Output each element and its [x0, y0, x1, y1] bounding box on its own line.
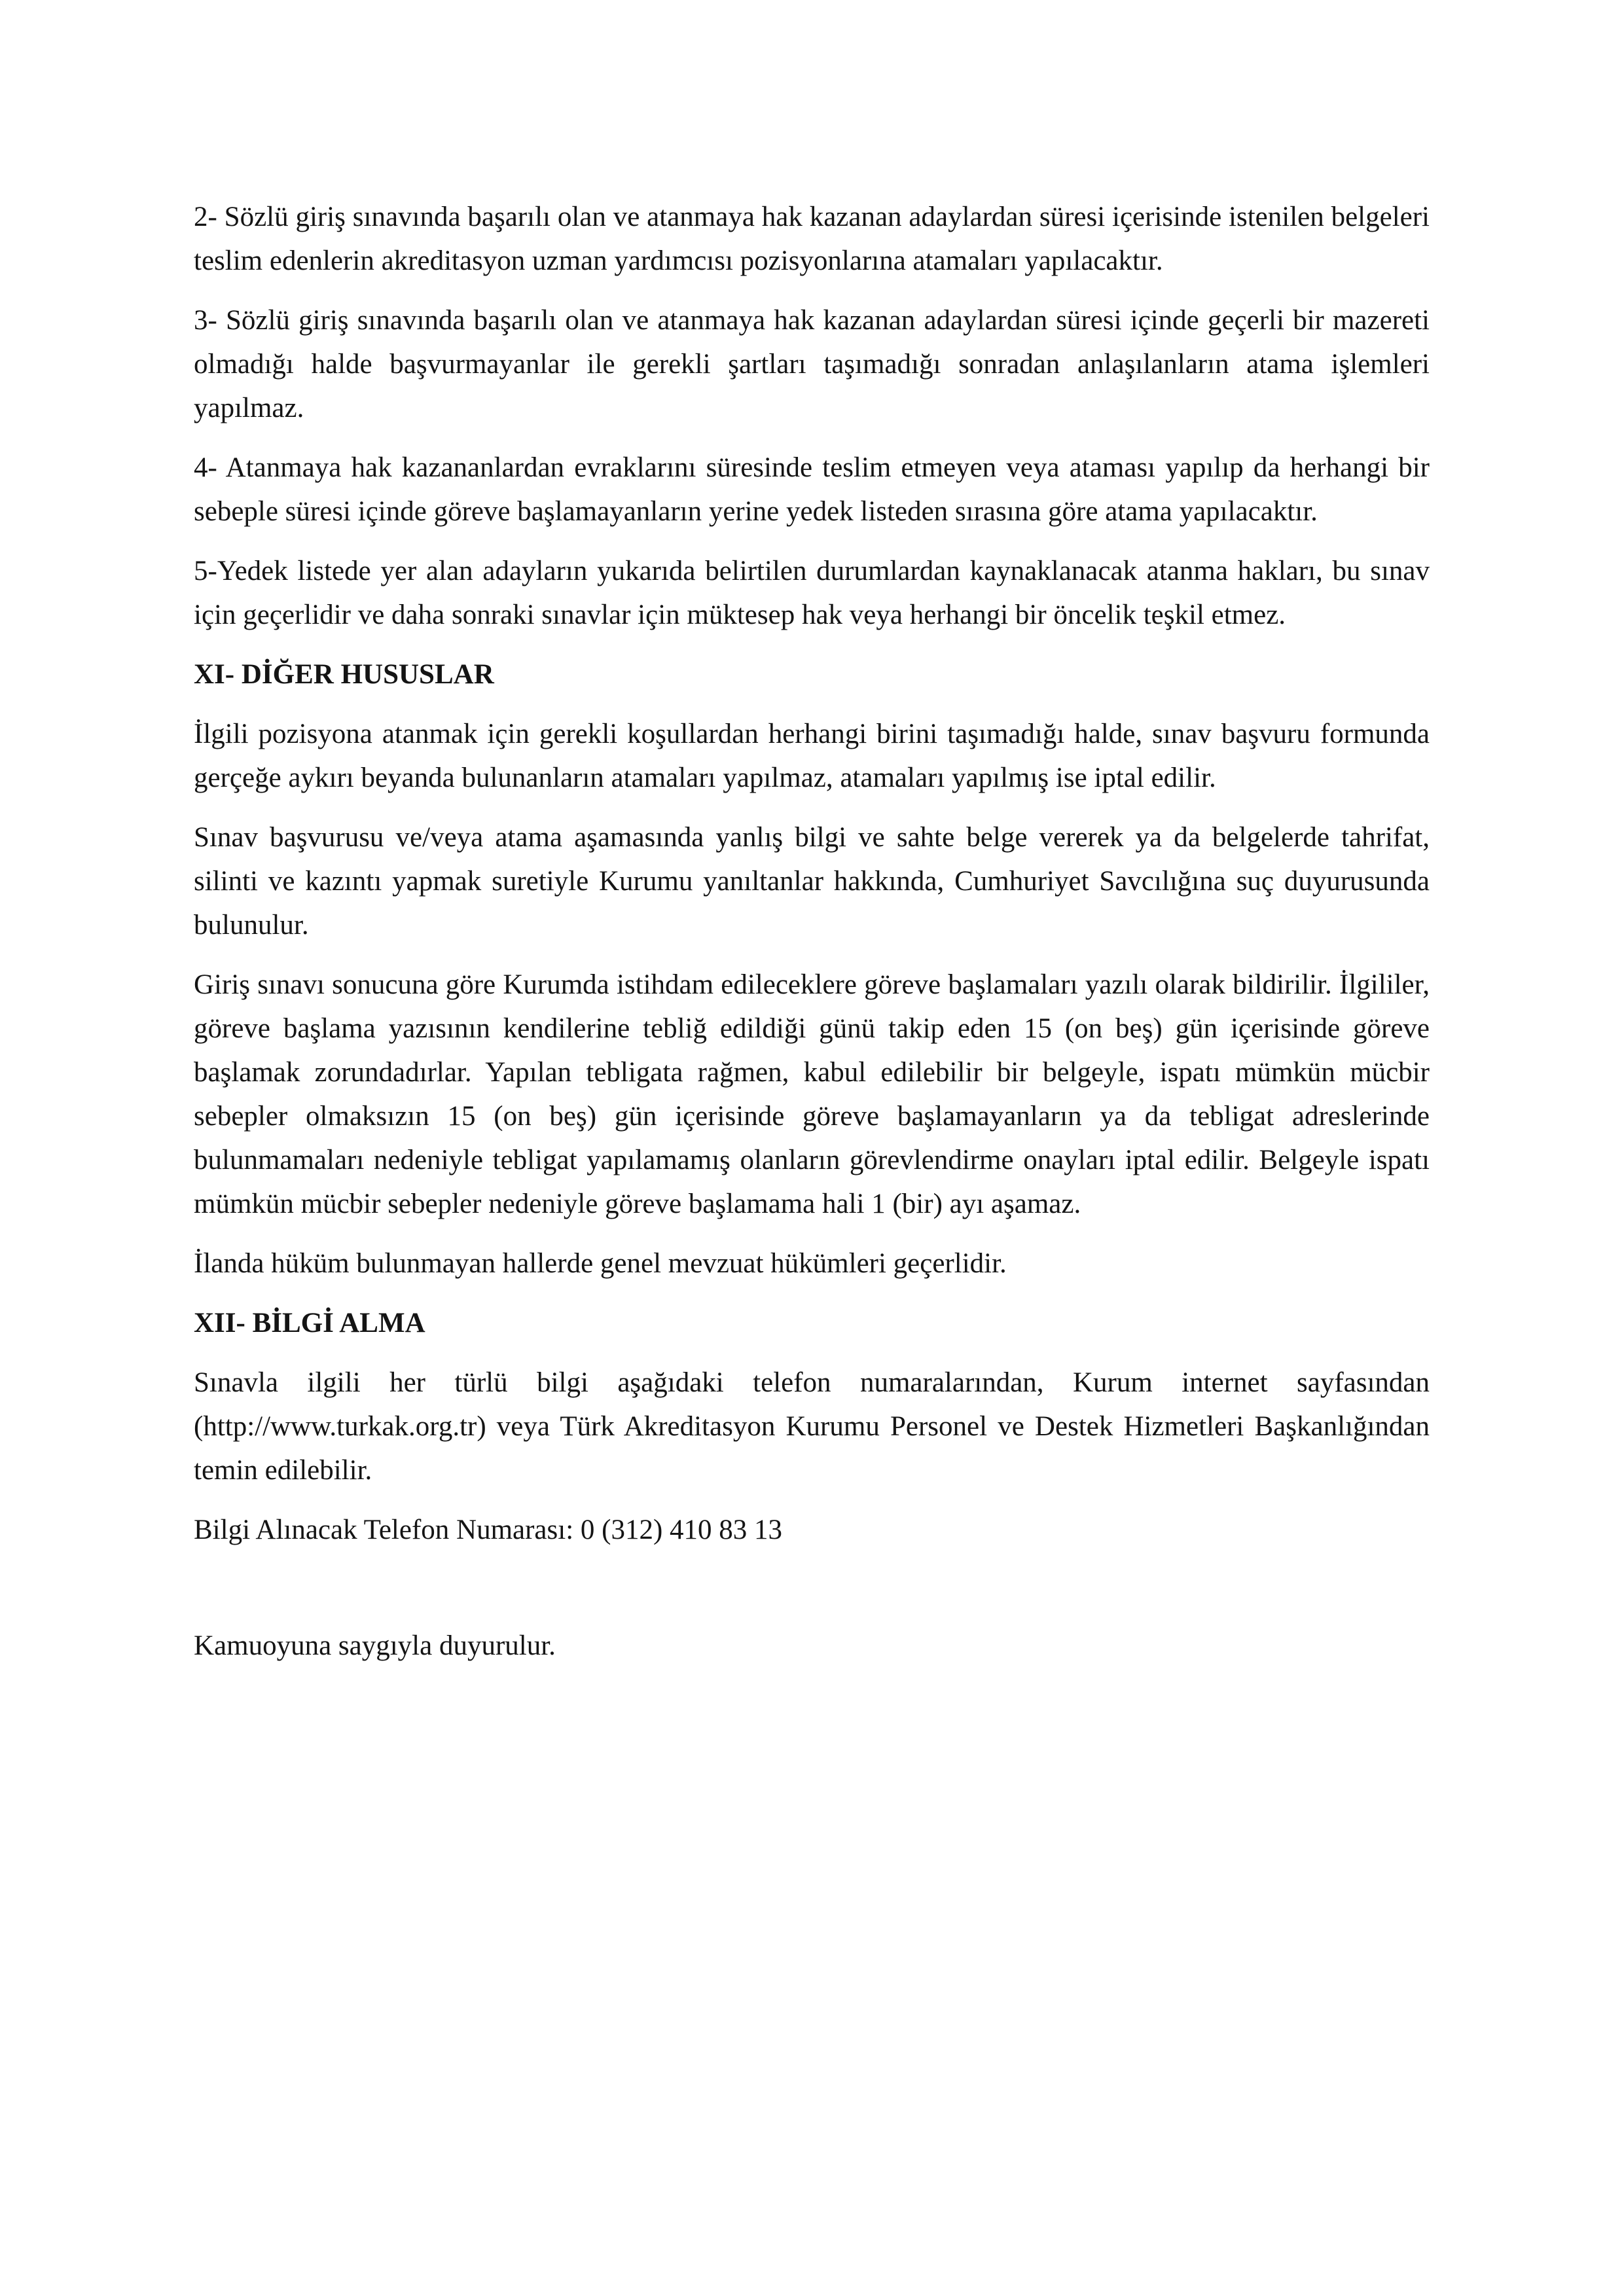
paragraph-eligibility: İlgili pozisyona atanmak için gerekli koşullardan herhangi birini taşımadığı halde, sınav başvuru formunda gerçeğe aykırı beyanda bulunanların atamaları yapılmaz, atamaları yapılmış ise iptal edilir.	[194, 719, 1430, 793]
paragraph-item-2: 2- Sözlü giriş sınavında başarılı olan ve atanmaya hak kazanan adaylardan süresi içerisinde istenilen belgeleri teslim edenlerin akreditasyon uzman yardımcısı pozisyonlarına atamaları yapılacaktır.	[194, 202, 1430, 276]
paragraph-general-legislation: İlanda hüküm bulunmayan hallerde genel mevzuat hükümleri geçerlidir.	[194, 1248, 1007, 1279]
paragraph-item-3: 3- Sözlü giriş sınavında başarılı olan ve atanmaya hak kazanan adaylardan süresi içinde geçerli bir mazereti olmadığı halde başvurmayanlar ile gerekli şartları taşımadığı sonradan anlaşılanların atama işlemleri yapılmaz.	[194, 305, 1430, 423]
paragraph-phone-number: Bilgi Alınacak Telefon Numarası: 0 (312) 410 83 13	[194, 1515, 783, 1545]
section-heading-diger-hususlar: XI- DİĞER HUSUSLAR	[194, 659, 494, 690]
closing-statement: Kamuoyuna saygıyla duyurulur.	[194, 1630, 556, 1661]
paragraph-false-info: Sınav başvurusu ve/veya atama aşamasında yanlış bilgi ve sahte belge vererek ya da belgelerde tahrifat, silinti ve kazıntı yapmak suretiyle Kurumu yanıltanlar hakkında, Cumhuriyet Savcılığına suç duyurusunda bulunulur.	[194, 822, 1430, 941]
paragraph-info-sources: Sınavla ilgili her türlü bilgi aşağıdaki telefon numaralarından, Kurum internet sayfasından (http://www.turkak.org.tr) veya Türk Akreditasyon Kurumu Personel ve Destek Hizmetleri Başkanlığından temin edilebilir.	[194, 1367, 1430, 1486]
document-body	[194, 195, 1430, 1683]
paragraph-start-duty: Giriş sınavı sonucuna göre Kurumda istihdam edileceklere göreve başlamaları yazılı olarak bildirilir. İlgililer, göreve başlama yazısının kendilerine tebliğ edildiği günü takip eden 15 (on beş) gün içerisinde göreve başlamak zorundadırlar. Yapılan tebligata rağmen, kabul edilebilir bir belgeyle, ispatı mümkün mücbir sebepler olmaksızın 15 (on beş) gün içerisinde göreve başlamayanların ya da tebligat adreslerinde bulunmamaları nedeniyle tebligat yapılamamış olanların görevlendirme onayları iptal edilir. Belgeyle ispatı mümkün mücbir sebepler nedeniyle göreve başlamama hali 1 (bir) ayı aşamaz.	[194, 969, 1430, 1219]
paragraph-item-4: 4- Atanmaya hak kazananlardan evraklarını süresinde teslim etmeyen veya ataması yapılıp da herhangi bir sebeple süresi içinde göreve başlamayanların yerine yedek listeden sırasına göre atama yapılacaktır.	[194, 452, 1430, 527]
section-heading-bilgi-alma: XII- BİLGİ ALMA	[194, 1308, 425, 1338]
paragraph-item-5: 5-Yedek listede yer alan adayların yukarıda belirtilen durumlardan kaynaklanacak atanma hakları, bu sınav için geçerlidir ve daha sonraki sınavlar için müktesep hak veya herhangi bir öncelik teşkil etmez.	[194, 556, 1430, 630]
